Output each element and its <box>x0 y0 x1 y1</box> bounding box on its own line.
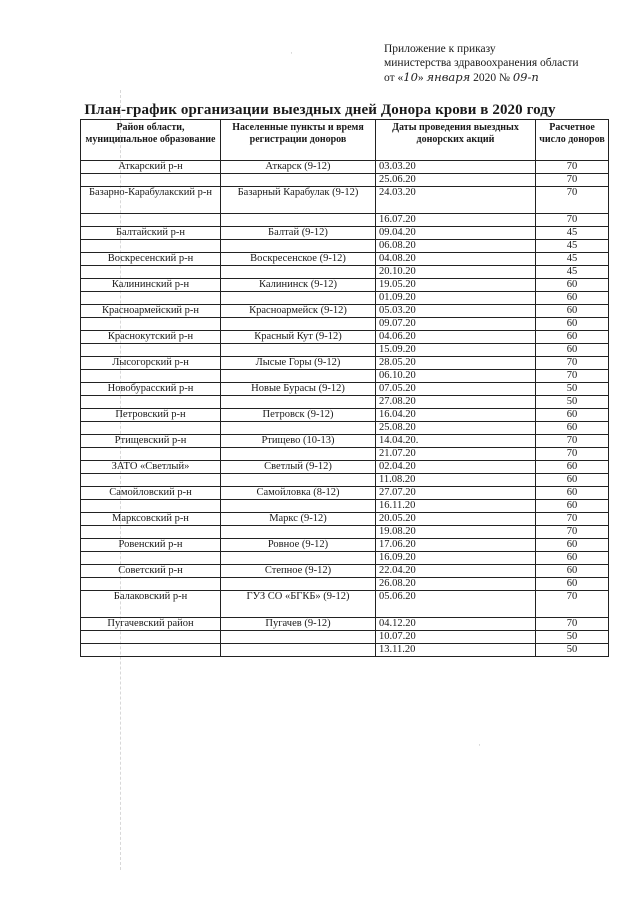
place-cell: Красный Кут (9-12) <box>221 331 376 344</box>
date-cell: 05.03.20 <box>376 305 536 318</box>
place-cell: Балтай (9-12) <box>221 227 376 240</box>
donors-cell: 60 <box>536 500 609 513</box>
place-cell <box>221 422 376 435</box>
header-dates: Даты проведения выездных донорских акций <box>376 120 536 161</box>
district-cell <box>81 266 221 279</box>
table-row <box>81 409 609 422</box>
date-cell: 16.09.20 <box>376 552 536 565</box>
date-cell: 25.06.20 <box>376 174 536 187</box>
district-cell <box>81 292 221 305</box>
district-cell: Базарно-Карабулакский р-н <box>81 187 221 214</box>
date-cell: 19.05.20 <box>376 279 536 292</box>
header-district: Район области, муниципальное образование <box>81 120 221 161</box>
place-cell: Ртищево (10-13) <box>221 435 376 448</box>
district-cell <box>81 422 221 435</box>
place-cell: Степное (9-12) <box>221 565 376 578</box>
appendix-line-1: Приложение к приказу <box>384 43 496 55</box>
table-row <box>81 318 609 331</box>
table-row <box>81 292 609 305</box>
date-cell: 07.05.20 <box>376 383 536 396</box>
appendix-note <box>384 42 579 85</box>
place-cell <box>221 448 376 461</box>
date-cell: 28.05.20 <box>376 357 536 370</box>
district-cell <box>81 631 221 644</box>
date-cell: 24.03.20 <box>376 187 536 214</box>
district-cell <box>81 396 221 409</box>
table-row <box>81 500 609 513</box>
district-cell <box>81 644 221 657</box>
place-cell <box>221 396 376 409</box>
donors-cell: 70 <box>536 618 609 631</box>
place-cell: Ровное (9-12) <box>221 539 376 552</box>
date-cell: 10.07.20 <box>376 631 536 644</box>
place-cell: Воскресенское (9-12) <box>221 253 376 266</box>
scan-speck: · <box>478 740 481 750</box>
place-cell: Калининск (9-12) <box>221 279 376 292</box>
table-row <box>81 422 609 435</box>
place-cell <box>221 266 376 279</box>
date-cell: 25.08.20 <box>376 422 536 435</box>
district-cell: Новобурасский р-н <box>81 383 221 396</box>
donors-cell: 60 <box>536 552 609 565</box>
table-row <box>81 240 609 253</box>
donors-cell: 70 <box>536 448 609 461</box>
table-row <box>81 214 609 227</box>
place-cell <box>221 552 376 565</box>
table-row <box>81 618 609 631</box>
donors-cell: 70 <box>536 161 609 174</box>
donors-cell: 60 <box>536 487 609 500</box>
table-row <box>81 526 609 539</box>
donors-cell: 70 <box>536 435 609 448</box>
place-cell <box>221 578 376 591</box>
table-header-row <box>81 120 609 161</box>
place-cell: Лысые Горы (9-12) <box>221 357 376 370</box>
table-row <box>81 461 609 474</box>
donors-cell: 60 <box>536 344 609 357</box>
table-row <box>81 487 609 500</box>
donors-cell: 70 <box>536 513 609 526</box>
date-cell: 04.12.20 <box>376 618 536 631</box>
date-cell: 01.09.20 <box>376 292 536 305</box>
place-cell: Пугачев (9-12) <box>221 618 376 631</box>
donors-cell: 60 <box>536 539 609 552</box>
place-cell <box>221 644 376 657</box>
donors-cell: 70 <box>536 174 609 187</box>
district-cell: Петровский р-н <box>81 409 221 422</box>
table-body <box>81 161 609 657</box>
date-cell: 11.08.20 <box>376 474 536 487</box>
district-cell <box>81 344 221 357</box>
table-row <box>81 331 609 344</box>
donors-cell: 70 <box>536 214 609 227</box>
table-row <box>81 591 609 618</box>
date-cell: 16.04.20 <box>376 409 536 422</box>
order-mid: » <box>417 72 427 84</box>
district-cell: Пугачевский район <box>81 618 221 631</box>
place-cell <box>221 474 376 487</box>
donors-cell: 50 <box>536 383 609 396</box>
district-cell: Аткарский р-н <box>81 161 221 174</box>
place-cell: Базарный Карабулак (9-12) <box>221 187 376 214</box>
table-row <box>81 435 609 448</box>
place-cell <box>221 318 376 331</box>
place-cell <box>221 214 376 227</box>
table-row <box>81 565 609 578</box>
place-cell: Новые Бурасы (9-12) <box>221 383 376 396</box>
district-cell <box>81 318 221 331</box>
donors-cell: 60 <box>536 292 609 305</box>
date-cell: 20.05.20 <box>376 513 536 526</box>
table-row <box>81 253 609 266</box>
table-row <box>81 448 609 461</box>
table-row <box>81 644 609 657</box>
table-row <box>81 174 609 187</box>
document-title: План-график организации выездных дней Донора крови в 2020 году <box>84 102 556 118</box>
district-cell <box>81 240 221 253</box>
table-row <box>81 539 609 552</box>
district-cell: Воскресенский р-н <box>81 253 221 266</box>
table-row <box>81 513 609 526</box>
appendix-line-2: министерства здравоохранения области <box>384 57 579 69</box>
place-cell <box>221 344 376 357</box>
date-cell: 06.08.20 <box>376 240 536 253</box>
table-row <box>81 370 609 383</box>
donors-cell: 70 <box>536 187 609 214</box>
table-row <box>81 161 609 174</box>
order-month: января <box>426 70 471 84</box>
date-cell: 22.04.20 <box>376 565 536 578</box>
district-cell: Краснокутский р-н <box>81 331 221 344</box>
district-cell <box>81 174 221 187</box>
district-cell: ЗАТО «Светлый» <box>81 461 221 474</box>
place-cell: Петровск (9-12) <box>221 409 376 422</box>
date-cell: 15.09.20 <box>376 344 536 357</box>
donors-cell: 45 <box>536 266 609 279</box>
donors-cell: 60 <box>536 318 609 331</box>
scan-speck: · <box>290 48 293 58</box>
table-row <box>81 266 609 279</box>
donors-cell: 45 <box>536 253 609 266</box>
date-cell: 20.10.20 <box>376 266 536 279</box>
place-cell: ГУЗ СО «БГКБ» (9-12) <box>221 591 376 618</box>
table-row <box>81 305 609 318</box>
date-cell: 14.04.20. <box>376 435 536 448</box>
place-cell <box>221 526 376 539</box>
table-row <box>81 474 609 487</box>
donors-cell: 60 <box>536 331 609 344</box>
donors-cell: 70 <box>536 591 609 618</box>
donors-cell: 60 <box>536 565 609 578</box>
date-cell: 02.04.20 <box>376 461 536 474</box>
table-row <box>81 631 609 644</box>
donors-cell: 50 <box>536 396 609 409</box>
date-cell: 03.03.20 <box>376 161 536 174</box>
table-row <box>81 357 609 370</box>
place-cell: Красноармейск (9-12) <box>221 305 376 318</box>
donors-cell: 60 <box>536 461 609 474</box>
district-cell: Балаковский р-н <box>81 591 221 618</box>
date-cell: 17.06.20 <box>376 539 536 552</box>
donors-cell: 60 <box>536 305 609 318</box>
donors-cell: 50 <box>536 644 609 657</box>
donors-cell: 70 <box>536 526 609 539</box>
date-cell: 09.07.20 <box>376 318 536 331</box>
district-cell: Ртищевский р-н <box>81 435 221 448</box>
district-cell <box>81 578 221 591</box>
schedule-table <box>80 119 609 657</box>
table-row <box>81 344 609 357</box>
date-cell: 21.07.20 <box>376 448 536 461</box>
order-prefix: от « <box>384 72 404 84</box>
district-cell <box>81 526 221 539</box>
table-row <box>81 279 609 292</box>
donors-cell: 60 <box>536 422 609 435</box>
district-cell <box>81 448 221 461</box>
date-cell: 04.06.20 <box>376 331 536 344</box>
order-year: 2020 № <box>470 72 513 84</box>
header-donors: Расчетное число доноров <box>536 120 609 161</box>
donors-cell: 70 <box>536 370 609 383</box>
appendix-order-line <box>384 70 579 85</box>
place-cell: Аткарск (9-12) <box>221 161 376 174</box>
district-cell <box>81 552 221 565</box>
place-cell <box>221 292 376 305</box>
donors-cell: 60 <box>536 578 609 591</box>
header-place: Населенные пункты и время регистрации доноров <box>221 120 376 161</box>
donors-cell: 70 <box>536 357 609 370</box>
district-cell <box>81 214 221 227</box>
table-row <box>81 383 609 396</box>
date-cell: 19.08.20 <box>376 526 536 539</box>
table-row <box>81 187 609 214</box>
date-cell: 06.10.20 <box>376 370 536 383</box>
table-row <box>81 578 609 591</box>
date-cell: 16.11.20 <box>376 500 536 513</box>
district-cell <box>81 474 221 487</box>
date-cell: 05.06.20 <box>376 591 536 618</box>
place-cell: Светлый (9-12) <box>221 461 376 474</box>
place-cell <box>221 500 376 513</box>
table-row <box>81 396 609 409</box>
donors-cell: 45 <box>536 240 609 253</box>
donors-cell: 60 <box>536 409 609 422</box>
order-day: 10 <box>403 70 418 84</box>
date-cell: 27.08.20 <box>376 396 536 409</box>
donors-cell: 45 <box>536 227 609 240</box>
place-cell: Самойловка (8-12) <box>221 487 376 500</box>
table-row <box>81 552 609 565</box>
order-number: 09-п <box>512 70 539 84</box>
place-cell <box>221 240 376 253</box>
place-cell <box>221 370 376 383</box>
district-cell: Самойловский р-н <box>81 487 221 500</box>
donors-cell: 60 <box>536 474 609 487</box>
date-cell: 26.08.20 <box>376 578 536 591</box>
district-cell: Лысогорский р-н <box>81 357 221 370</box>
place-cell: Маркс (9-12) <box>221 513 376 526</box>
district-cell: Красноармейский р-н <box>81 305 221 318</box>
date-cell: 09.04.20 <box>376 227 536 240</box>
district-cell <box>81 370 221 383</box>
district-cell: Балтайский р-н <box>81 227 221 240</box>
date-cell: 16.07.20 <box>376 214 536 227</box>
district-cell: Советский р-н <box>81 565 221 578</box>
place-cell <box>221 174 376 187</box>
table-row <box>81 227 609 240</box>
district-cell: Марксовский р-н <box>81 513 221 526</box>
date-cell: 13.11.20 <box>376 644 536 657</box>
date-cell: 27.07.20 <box>376 487 536 500</box>
date-cell: 04.08.20 <box>376 253 536 266</box>
donors-cell: 60 <box>536 279 609 292</box>
place-cell <box>221 631 376 644</box>
district-cell <box>81 500 221 513</box>
district-cell: Калининский р-н <box>81 279 221 292</box>
donors-cell: 50 <box>536 631 609 644</box>
district-cell: Ровенский р-н <box>81 539 221 552</box>
